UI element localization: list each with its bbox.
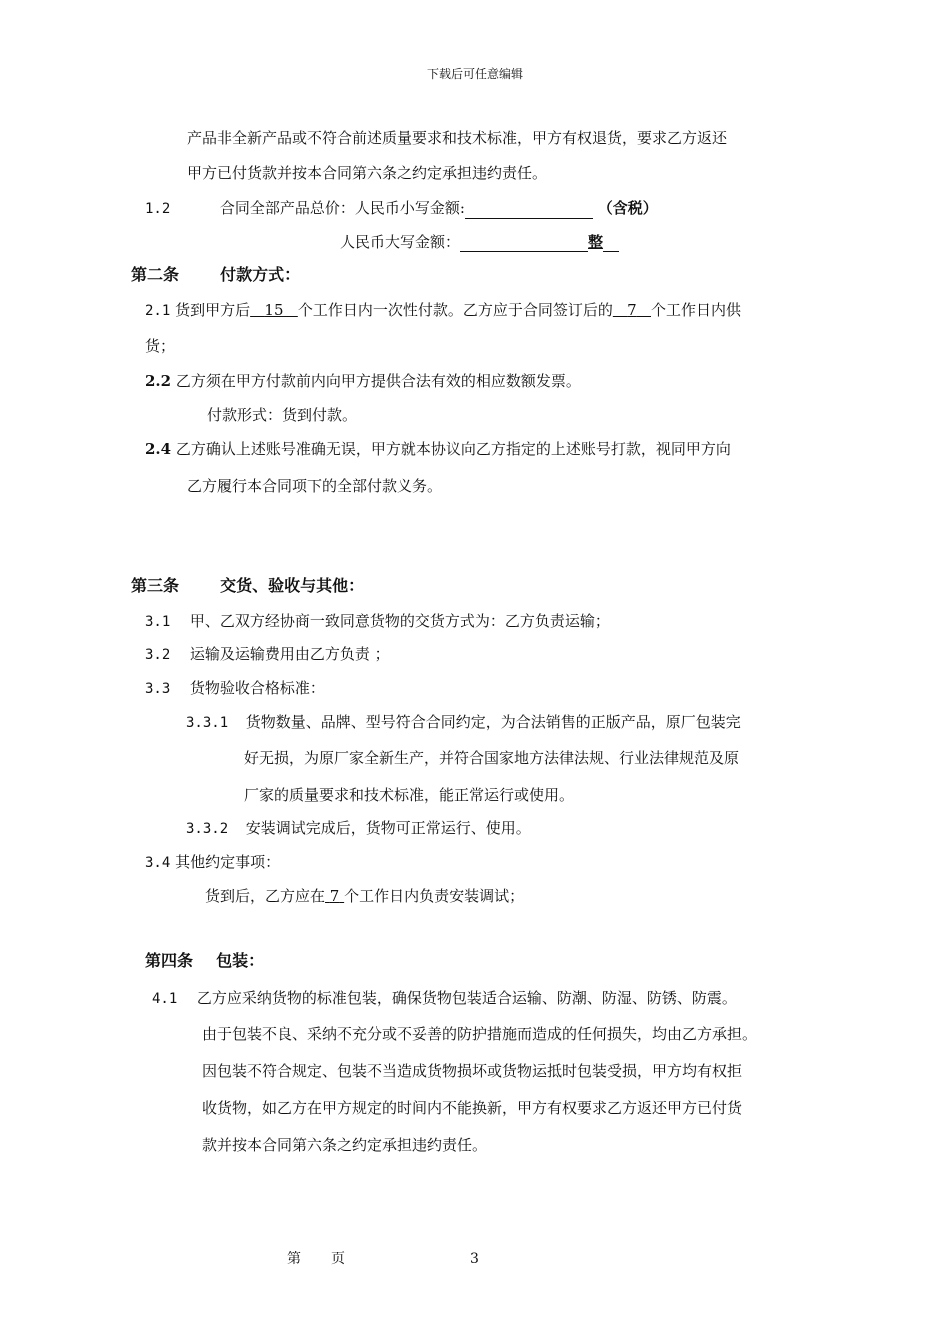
clause-3-4 [145, 852, 280, 873]
clause-2-4 [145, 439, 731, 459]
uppercase-amount-label: 人民币大写金额： [340, 233, 461, 251]
clause-2-1-text-a: 货到甲方后 [175, 301, 251, 319]
clause-number: 3.4 [145, 855, 171, 871]
delivery-days: 7 [627, 301, 637, 319]
page-footer-di: 第 [287, 1251, 301, 1267]
install-days: 7 [329, 887, 340, 905]
clause-3-3-2 [186, 818, 531, 839]
uppercase-suffix: 整 [588, 233, 604, 251]
clause-4-1-line-2: 由于包装不良、采纳不充分或不妥善的防护措施而造成的任何损失，均由乙方承担。 [202, 1025, 758, 1043]
clause-2-2 [145, 371, 581, 391]
clause-number: 2.1 [145, 303, 171, 319]
clause-4-1-line-3: 因包装不符合规定、包装不当造成货物损坏或货物运抵时包装受损，甲方均有权拒 [202, 1062, 743, 1080]
page-number: 3 [470, 1251, 479, 1267]
clause-number: 4.1 [152, 991, 178, 1007]
clause-2-4-line-1: 乙方确认上述账号准确无误，甲方就本协议向乙方指定的上述账号打款，视同甲方向 [175, 440, 731, 458]
clause-3-4-text: 其他约定事项： [175, 853, 281, 871]
intro-line-1: 产品非全新产品或不符合前述质量要求和技术标准，甲方有权退货，要求乙方返还 [187, 129, 728, 147]
clause-4-1-line-5: 款并按本合同第六条之约定承担违约责任。 [202, 1136, 488, 1154]
clause-2-4-line-2: 乙方履行本合同项下的全部付款义务。 [187, 477, 443, 495]
clause-number: 3.3.1 [186, 715, 229, 731]
clause-4-1-line-4: 收货物，如乙方在甲方规定的时间内不能换新，甲方有权要求乙方返还甲方已付货 [202, 1099, 743, 1117]
clause-number: 3.1 [145, 614, 171, 630]
clause-3-4-text-b: 个工作日内负责安装调试； [344, 887, 525, 905]
page-footer-ye: 页 [331, 1251, 345, 1267]
clause-number: 2.2 [145, 372, 172, 390]
intro-line-2: 甲方已付货款并按本合同第六条之约定承担违约责任。 [187, 164, 548, 182]
clause-3-1 [145, 611, 610, 632]
page-header: 下载后可任意编辑 [426, 67, 523, 81]
clause-3-3-1-line-2: 好无损，为原厂家全新生产，并符合国家地方法律法规、行业法律规范及原 [244, 749, 740, 767]
lowercase-amount-blank [465, 202, 593, 219]
total-price-label: 合同全部产品总价：人民币小写金额: [219, 199, 465, 217]
clause-3-3 [145, 678, 325, 699]
clause-4-1-line-1: 乙方应采纳货物的标准包装，确保货物包装适合运输、防潮、防湿、防锈、防震。 [196, 989, 737, 1007]
clause-2-1-text-b: 个工作日内一次性付款。乙方应于合同签订后的 [297, 301, 613, 319]
clause-3-2 [145, 644, 390, 665]
clause-1-2 [145, 198, 658, 219]
clause-2-1 [145, 300, 741, 321]
article-4-heading [145, 951, 264, 971]
clause-3-1-text: 甲、乙双方经协商一致同意货物的交货方式为：乙方负责运输； [189, 612, 610, 630]
clause-3-3-text: 货物验收合格标准： [189, 679, 325, 697]
article-2-title: 第二条 [131, 265, 180, 284]
payment-form: 付款形式：货到付款。 [207, 406, 358, 424]
uppercase-tail-blank [603, 235, 619, 252]
article-3-title: 第三条 [131, 576, 180, 595]
clause-2-1-cont: 货； [145, 337, 176, 355]
clause-3-2-text: 运输及运输费用由乙方负责 ； [189, 645, 390, 663]
uppercase-amount-line [340, 232, 619, 252]
clause-4-1 [152, 988, 737, 1009]
payment-days: 15 [264, 301, 284, 319]
article-2-heading [131, 265, 300, 285]
clause-3-3-1 [186, 712, 741, 733]
clause-number: 1.2 [145, 201, 171, 217]
clause-number: 3.2 [145, 647, 171, 663]
article-3-subtitle: 交货、验收与其他： [220, 576, 365, 595]
article-3-heading [131, 576, 364, 596]
clause-3-3-1-line-3: 厂家的质量要求和技术标准，能正常运行或使用。 [244, 786, 575, 804]
clause-number: 3.3.2 [186, 821, 229, 837]
clause-2-2-text: 乙方须在甲方付款前内向甲方提供合法有效的相应数额发票。 [175, 372, 581, 390]
clause-3-4-text-a: 货到后，乙方应在 [205, 887, 326, 905]
article-4-subtitle: 包装： [216, 951, 265, 970]
uppercase-amount-blank [460, 235, 588, 252]
clause-number: 2.4 [145, 440, 172, 458]
clause-3-3-2-text: 安装调试完成后，货物可正常运行、使用。 [245, 819, 531, 837]
clause-2-1-text-c: 个工作日内供 [651, 301, 742, 319]
tax-note: （含税） [597, 199, 658, 217]
article-2-subtitle: 付款方式： [220, 265, 301, 284]
clause-3-3-1-line-1: 货物数量、品牌、型号符合合同约定，为合法销售的正版产品，原厂包装完 [245, 713, 741, 731]
article-4-title: 第四条 [145, 951, 194, 970]
clause-3-4-detail [205, 886, 524, 906]
clause-number: 3.3 [145, 681, 171, 697]
